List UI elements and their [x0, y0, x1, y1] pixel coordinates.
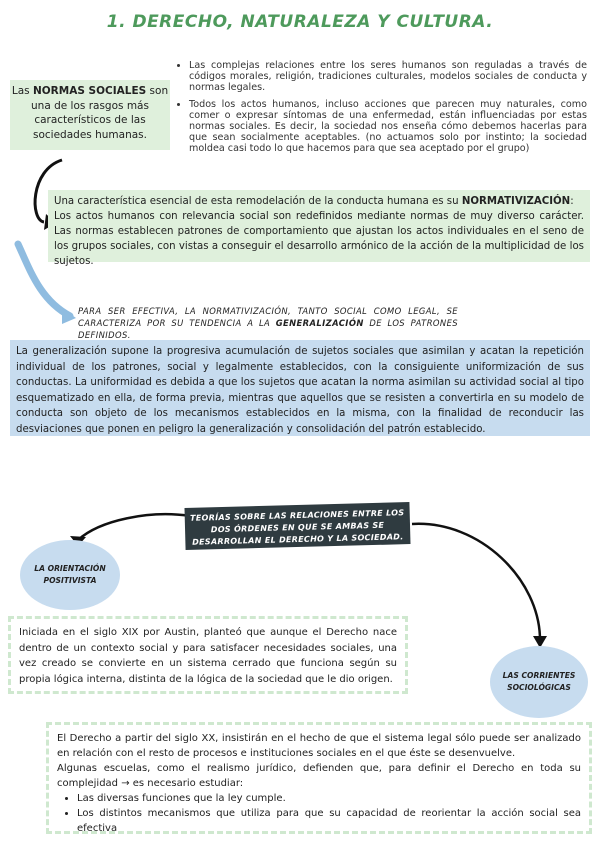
- normativ-lead: Una característica esencial de esta remodelación de la conducta humana es su: [54, 196, 462, 207]
- bullet-item: • Todos los actos humanos, incluso acciones que parecen muy naturales, como comer o expresar síntomas de una enfermedad, están influenciadas por estas normas sociales. Es decir, la sociedad nos enseña cómo debemos hacerlas para que sean socialmente aceptables. (no actuamos solo por instinto; la sociedad moldea casi todo lo que hacemos para que sea aceptado por el grupo): [189, 99, 587, 154]
- norms-pre: Las: [11, 85, 33, 97]
- positivist-label: LA ORIENTACIÓN POSITIVISTA: [34, 564, 106, 585]
- sociological-ellipse: [490, 646, 588, 718]
- theories-banner: [184, 502, 410, 550]
- sociological-box: [46, 722, 592, 834]
- positivist-text: Iniciada en el siglo XIX por Austin, planteó que aunque el Derecho nace dentro de un contexto social y para satisfacer necesidades sociales, una vez creado se convierte en un sistema cerrado que funciona según su propia lógica interna, distinta de la lógica de la sociedad que le dio origen.: [19, 627, 397, 685]
- social-norms-box: [10, 80, 170, 150]
- positivist-box: [8, 616, 408, 694]
- normativization-box: [48, 190, 590, 267]
- normativ-bold: NORMATIVIZACIÓN: [461, 196, 571, 207]
- sociological-item: • Las diversas funciones que la ley cumple.: [77, 791, 581, 806]
- generalization-box: [10, 340, 590, 436]
- caps-pre: PARA SER EFECTIVA, LA NORMATIVIZACIÓN, TANTO SOCIAL COMO LEGAL, SE CARACTERIZA POR SU TENDENCIA A LA: [78, 306, 458, 328]
- sociological-p1: El Derecho a partir del siglo XX, insistirán en el hecho de que el sistema legal sólo puede ser analizado en relación con el resto de procesos e instituciones sociales en el que éste se desenvuelve.: [57, 733, 581, 759]
- caps-post: DE LOS PATRONES DEFINIDOS.: [78, 318, 458, 340]
- positivist-ellipse: [20, 540, 120, 610]
- left-branch-arrow: [78, 514, 190, 540]
- norms-bold: NORMAS SOCIALES: [32, 85, 147, 97]
- normativ-body: Los actos humanos con relevancia social son redefinidos mediante normas de muy diverso carácter. Las normas establecen patrones de comportamiento que ajustan los actos individuales en el seno de los grupos sociales, con vistas a conseguir el desarrollo armónico de la acción de la multiplicidad de los sujetos.: [54, 211, 584, 267]
- bullet-item: • Las complejas relaciones entre los seres humanos son reguladas a través de códigos morales, religión, tradiciones culturales, modelos sociales de conducta y normas legales.: [189, 60, 587, 93]
- sociological-p2: Algunas escuelas, como el realismo jurídico, defienden que, para definir el Derecho en toda su complejidad → es necesario estudiar:: [57, 763, 581, 789]
- sociological-label: LAS CORRIENTES SOCIOLÓGICAS: [502, 671, 576, 692]
- sociological-item: • Los distintos mecanismos que utiliza para que su capacidad de reorientar la acción social sea efectiva: [77, 806, 581, 836]
- normativ-colon: :: [570, 196, 574, 207]
- right-branch-arrow: [412, 524, 540, 640]
- intro-bullets: [175, 60, 587, 160]
- generalization-note: [78, 305, 458, 341]
- generalization-text: La generalización supone la progresiva acumulación de sujetos sociales que asimilan y acatan la repetición individual de los patrones, social y legalmente establecidos, con la consiguiente uniformización de sus conductas. La uniformidad es debida a que los sujetos que acatan la norma asimilan su actividad social al tipo esquematizado en ella, de forma previa, mientras que aquellos que se resisten a convertirla en su modelo de conducta son objeto de los mecanismos establecidos en la misma, con la finalidad de reconducir las desviaciones que ponen en peligro la generalización y consolidación del patrón establecido.: [16, 346, 584, 435]
- norms-post: son una de los rasgos más característicos de las sociedades humanas.: [31, 85, 169, 141]
- caps-bold: GENERALIZACIÓN: [275, 318, 364, 328]
- page-title: 1. DERECHO, NATURALEZA Y CULTURA.: [106, 12, 494, 32]
- blue-arrowhead: [62, 308, 76, 324]
- theories-text: TEORÍAS SOBRE LAS RELACIONES ENTRE LOS DOS ÓRDENES EN QUE SE AMBAS SE DESARROLLAN EL DERECHO Y LA SOCIEDAD.: [189, 508, 405, 547]
